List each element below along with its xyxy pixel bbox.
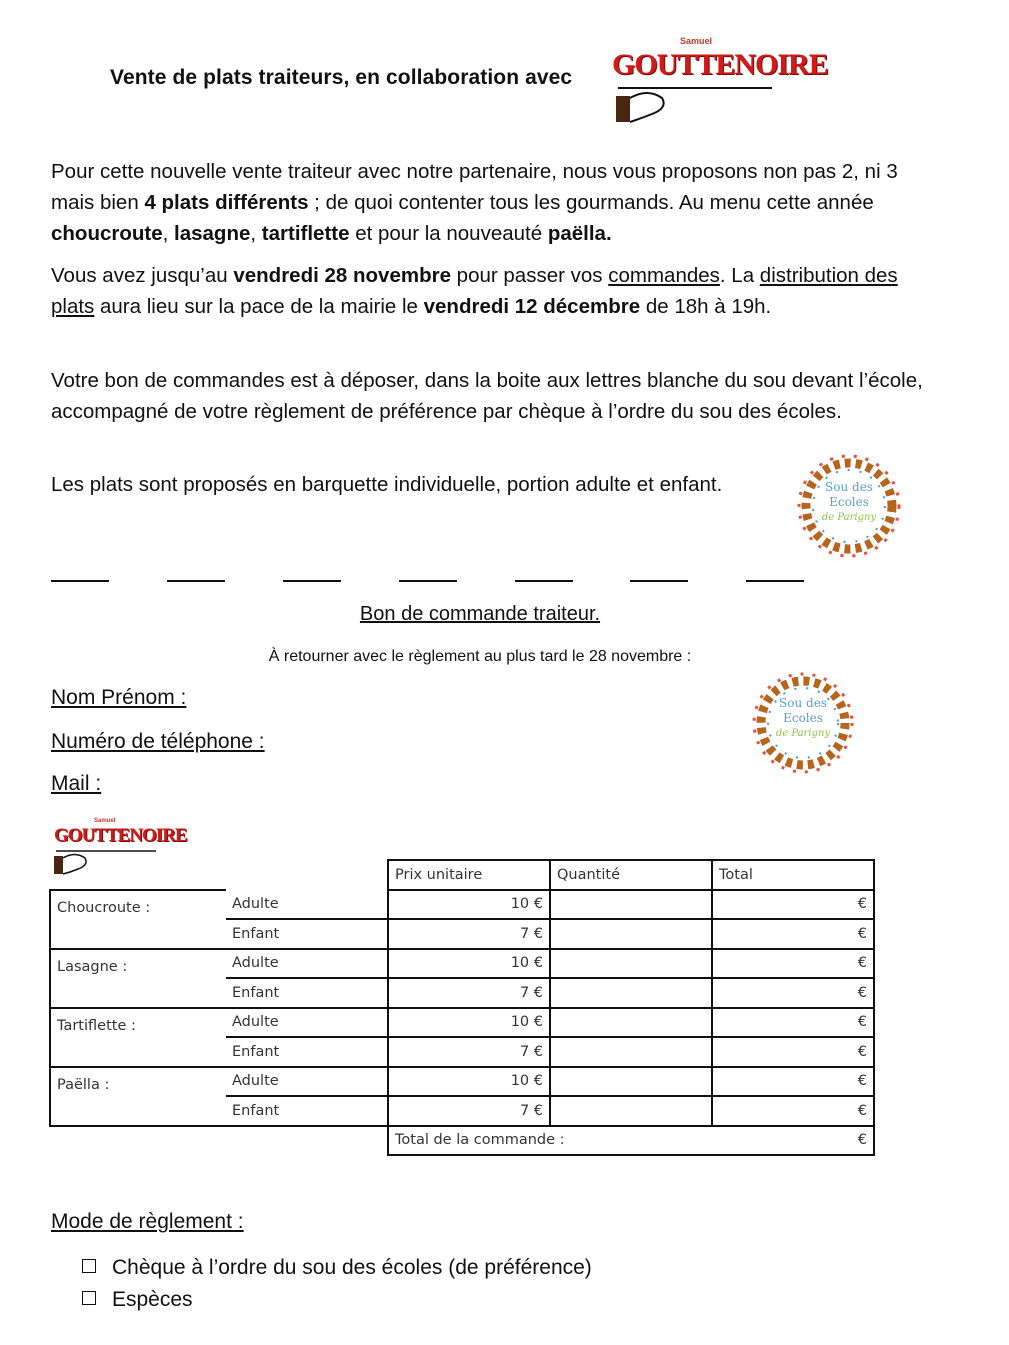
dish-name: Lasagne : (50, 949, 226, 1008)
quantity-cell[interactable] (550, 949, 712, 979)
line-total: € (712, 1037, 874, 1067)
school-logo-line2: Ecoles (783, 711, 823, 725)
page-title: Vente de plats traiteurs, en collaboration avec (110, 66, 573, 89)
quantity-cell[interactable] (550, 978, 712, 1008)
line-total: € (712, 1067, 874, 1097)
logo-top-text: Samuel (680, 36, 713, 46)
school-logo-line1: Sou des (825, 480, 873, 494)
payment-option-label: Chèque à l’ordre du sou des écoles (de préférence) (112, 1256, 592, 1279)
grand-total-row (50, 1126, 874, 1156)
unit-price: 10 € (388, 1008, 550, 1038)
portion-label: Adulte (226, 890, 388, 920)
intro-paragraph-2: Vous avez jusqu’au vendredi 28 novembre pour passer vos commandes. La distribution des plats aura lieu sur la pace de la mairie le vendredi 12 décembre de 18h à 19h. (51, 264, 898, 318)
form-subtitle: À retourner avec le règlement au plus tard le 28 novembre : (268, 648, 692, 665)
line-total: € (712, 919, 874, 949)
unit-price: 7 € (388, 978, 550, 1008)
intro-paragraph-4: Les plats sont proposés en barquette individuelle, portion adulte et enfant. (51, 473, 723, 496)
unit-price: 10 € (388, 890, 550, 920)
table-row (50, 1067, 874, 1097)
separator-dash (746, 580, 804, 582)
portion-label: Adulte (226, 1008, 388, 1038)
unit-price: 7 € (388, 1096, 550, 1126)
school-logo-line3: de Parigny (775, 728, 831, 739)
hand-icon (608, 82, 778, 128)
unit-price: 10 € (388, 949, 550, 979)
payment-option-cheque[interactable] (82, 1256, 592, 1280)
portion-label: Adulte (226, 1067, 388, 1097)
payment-mode-title: Mode de règlement : (51, 1210, 244, 1233)
name-field[interactable]: Nom Prénom : (51, 686, 187, 709)
mail-field[interactable]: Mail : (51, 772, 102, 795)
portion-label: Enfant (226, 1037, 388, 1067)
separator-dash (630, 580, 688, 582)
quantity-cell[interactable] (550, 1067, 712, 1097)
dish-name: Tartiflette : (50, 1008, 226, 1067)
gouttenoire-logo (608, 36, 828, 128)
dish-name: Choucroute : (50, 890, 226, 949)
checkbox-icon[interactable] (82, 1259, 96, 1273)
order-table (49, 859, 875, 1156)
separator-dash (283, 580, 341, 582)
separator-dash (51, 580, 109, 582)
quantity-cell[interactable] (550, 1037, 712, 1067)
quantity-cell[interactable] (550, 1008, 712, 1038)
logo-top-text: Samuel (94, 818, 116, 824)
payment-option-label: Espèces (112, 1288, 193, 1311)
line-total: € (712, 978, 874, 1008)
grand-total-label: Total de la commande : (388, 1126, 712, 1156)
grand-total-value: € (712, 1126, 874, 1156)
separator-dash (515, 580, 573, 582)
line-total: € (712, 1096, 874, 1126)
form-title: Bon de commande traiteur. (359, 603, 601, 625)
portion-label: Enfant (226, 1096, 388, 1126)
checkbox-icon[interactable] (82, 1291, 96, 1305)
school-logo-line1: Sou des (779, 696, 827, 710)
phone-field[interactable]: Numéro de téléphone : (51, 730, 265, 753)
table-header-row (50, 860, 874, 890)
table-row (50, 949, 874, 979)
school-logo-text (793, 480, 905, 525)
unit-price: 7 € (388, 1037, 550, 1067)
portion-label: Enfant (226, 978, 388, 1008)
dish-name: Paëlla : (50, 1067, 226, 1126)
school-logo-text (748, 696, 858, 741)
logo-brand-text: GOUTTENOIRE (54, 825, 187, 846)
intro-paragraph-3: Votre bon de commandes est à déposer, dans la boite aux lettres blanche du sou devant l’école, accompagné de votre règlement de préférence par chèque à l’ordre du sou des écoles. (51, 369, 923, 423)
header-total: Total (712, 860, 874, 890)
quantity-cell[interactable] (550, 919, 712, 949)
school-logo-line2: Ecoles (829, 495, 869, 509)
quantity-cell[interactable] (550, 890, 712, 920)
quantity-cell[interactable] (550, 1096, 712, 1126)
table-row (50, 890, 874, 920)
intro-paragraph-1: Pour cette nouvelle vente traiteur avec notre partenaire, nous vous proposons non pas 2, ni 3 mais bien 4 plats différents ; de quoi contenter tous les gourmands. Au menu cette année choucroute, lasagne, tartiflette et pour la nouveauté paëlla. (51, 160, 898, 245)
school-logo-2 (748, 668, 858, 778)
unit-price: 10 € (388, 1067, 550, 1097)
header-price: Prix unitaire (388, 860, 550, 890)
line-total: € (712, 949, 874, 979)
school-logo (793, 450, 905, 562)
unit-price: 7 € (388, 919, 550, 949)
line-total: € (712, 890, 874, 920)
logo-brand-text: GOUTTENOIRE (612, 48, 828, 81)
line-total: € (712, 1008, 874, 1038)
school-logo-line3: de Parigny (821, 512, 877, 523)
table-row (50, 1008, 874, 1038)
portion-label: Enfant (226, 919, 388, 949)
separator-dash (399, 580, 457, 582)
portion-label: Adulte (226, 949, 388, 979)
separator-dash (167, 580, 225, 582)
payment-option-cash[interactable] (82, 1288, 193, 1312)
header-quantity: Quantité (550, 860, 712, 890)
